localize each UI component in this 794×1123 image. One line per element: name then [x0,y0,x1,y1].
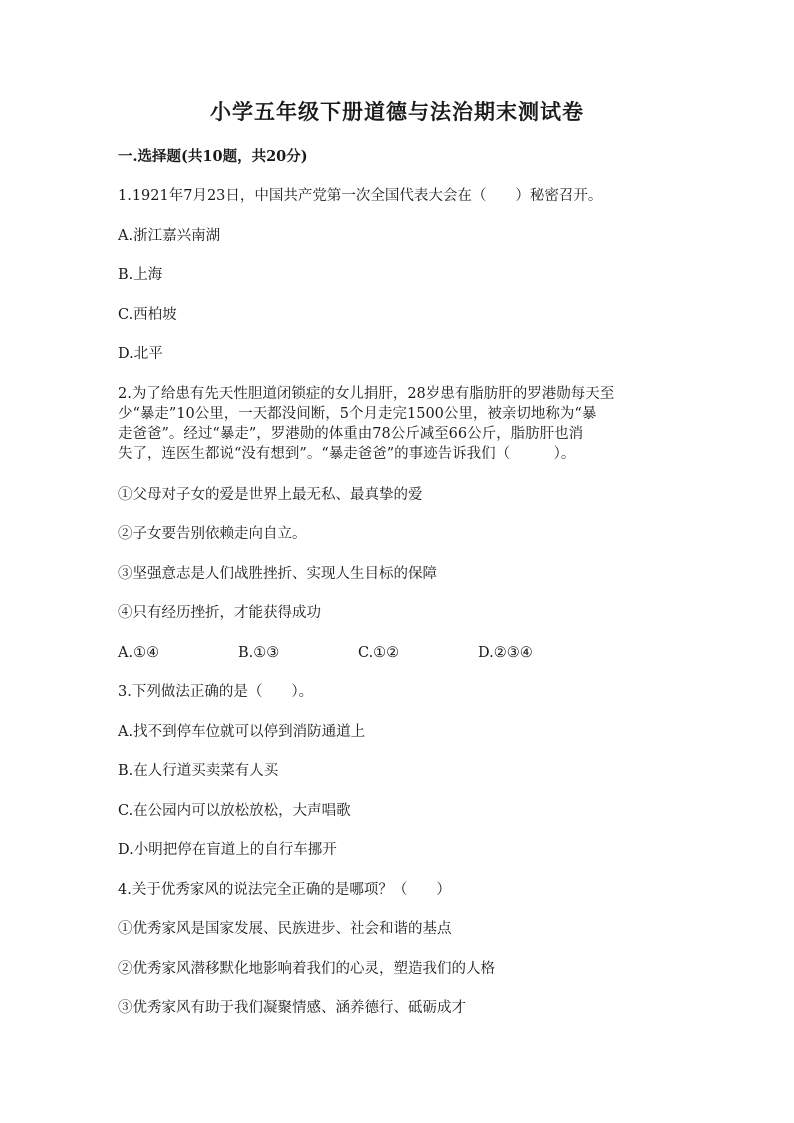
question-1-stem: 1.1921年7月23日，中国共产党第一次全国代表大会在（ ）秘密召开。 [118,188,603,204]
question-1-option-b: B.上海 [118,267,163,283]
question-2-statement-4: ④只有经历挫折，才能获得成功 [118,605,321,621]
question-2-option-c: C.①② [358,645,400,661]
question-2-option-b: B.①③ [238,645,280,661]
question-2-statement-3: ③坚强意志是人们战胜挫折、实现人生目标的保障 [118,566,437,582]
question-2-stem-line: 2.为了给患有先天性胆道闭锁症的女儿捐肝，28岁患有脂肪肝的罗港勋每天至 [118,386,615,402]
question-3-option-b: B.在人行道买卖菜有人买 [118,763,279,779]
question-2-stem-line: 失了，连医生都说“没有想到”。“暴走爸爸”的事迹告诉我们（ ）。 [118,446,576,462]
question-1-option-c: C.西柏坡 [118,307,177,323]
question-2-statement-2: ②子女要告别依赖走向自立。 [118,526,307,542]
question-4-statement-1: ①优秀家风是国家发展、民族进步、社会和谐的基点 [118,921,452,937]
question-2-option-a: A.①④ [118,645,160,661]
question-2-option-d: D.②③④ [478,645,533,661]
question-3-option-a: A.找不到停车位就可以停到消防通道上 [118,724,366,740]
section-heading: 一.选择题(共10题，共20分) [118,148,308,165]
question-4-stem: 4.关于优秀家风的说法完全正确的是哪项？（ ） [118,882,451,898]
question-2-stem-line: 走爸爸”。经过“暴走”，罗港勋的体重由78公斤减至66公斤，脂肪肝也消 [118,426,584,442]
page-title: 小学五年级下册道德与法治期末测试卷 [210,99,584,124]
question-2-stem-line: 少“暴走”10公里，一天都没间断，5个月走完1500公里，被亲切地称为“暴 [118,406,597,422]
question-3-option-d: D.小明把停在盲道上的自行车挪开 [118,842,337,858]
question-3-option-c: C.在公园内可以放松放松，大声唱歌 [118,803,351,819]
question-3-stem: 3.下列做法正确的是（ ）。 [118,684,314,700]
question-4-statement-3: ③优秀家风有助于我们凝聚情感、涵养德行、砥砺成才 [118,1000,466,1016]
question-2-options-row [118,643,688,663]
question-2-statement-1: ①父母对子女的爱是世界上最无私、最真挚的爱 [118,487,423,503]
question-4-statement-2: ②优秀家风潜移默化地影响着我们的心灵，塑造我们的人格 [118,961,495,977]
question-1-option-a: A.浙江嘉兴南湖 [118,228,221,244]
question-1-option-d: D.北平 [118,346,163,362]
